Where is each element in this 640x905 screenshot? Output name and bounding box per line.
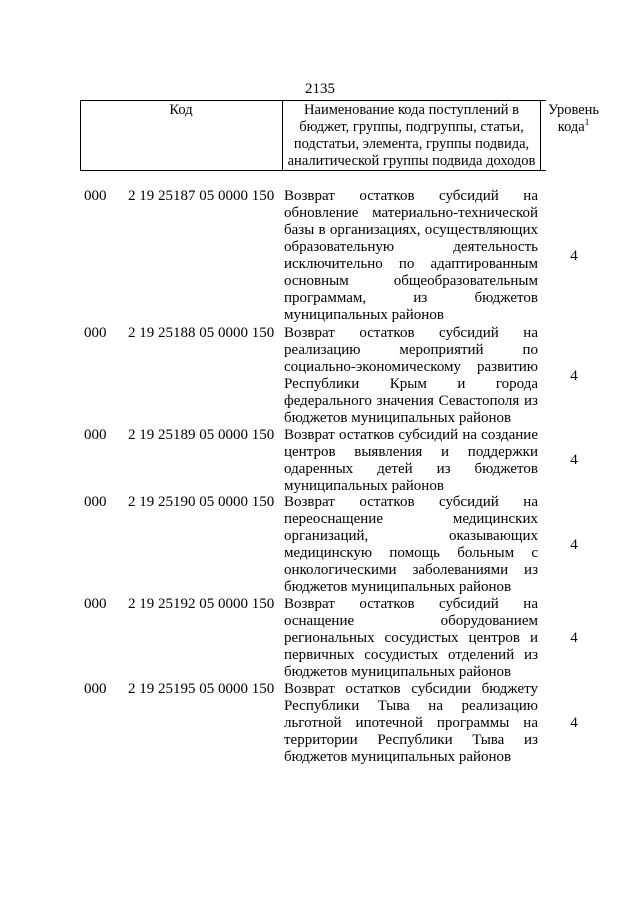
page-number: 2135: [305, 81, 335, 97]
level-cell: 4: [570, 367, 578, 384]
code-cell: [80, 494, 280, 596]
code-cell: [80, 188, 280, 325]
table-row: [80, 325, 610, 427]
admin-code: 000: [84, 427, 107, 443]
code-cell: [80, 596, 280, 681]
table-row: [80, 427, 610, 494]
code-cell: [80, 427, 280, 494]
budget-code: 2 19 25189 05 0000 150: [128, 427, 275, 443]
name-cell: Возврат остатков субсидий на обновление материально-технической базы в организациях, осуществляющих образовательную деятельность исключительно по адаптированным основным общеобразовательным программам, из бюджетов муниципальных районов: [284, 188, 538, 323]
table-row: [80, 596, 610, 681]
column-header-level: [541, 102, 606, 136]
column-header-name: Наименование кода поступлений в бюджет, группы, подгруппы, статьи, подстатьи, элемента, группы подвида, аналитической группы подвида доходов: [287, 102, 536, 169]
table-row: [80, 494, 610, 596]
code-cell: [80, 325, 280, 427]
admin-code: 000: [84, 325, 107, 341]
table-row: [80, 681, 610, 766]
level-cell: 4: [570, 536, 578, 553]
admin-code: 000: [84, 494, 107, 510]
table-header-bottom-border: [80, 170, 546, 171]
budget-code: 2 19 25188 05 0000 150: [128, 325, 275, 341]
admin-code: 000: [84, 596, 107, 612]
level-cell: 4: [570, 452, 578, 468]
table-row: [80, 188, 610, 325]
column-header-level-text: Уровень кода: [547, 102, 600, 135]
level-cell: 4: [570, 715, 578, 731]
name-cell: Возврат остатков субсидий на оснащение оборудованием региональных сосудистых центров и первичных сосудистых отделений из бюджетов муниципальных районов: [284, 596, 538, 680]
name-cell: Возврат остатков субсидии бюджету Республики Тыва на реализацию льготной ипотечной программы на территории Республики Тыва из бюджетов муниципальных районов: [284, 681, 538, 765]
table-header-top-border: [80, 100, 546, 101]
admin-code: 000: [84, 681, 107, 697]
table-body: [80, 188, 610, 766]
column-header-code: Код: [169, 102, 193, 118]
budget-code: 2 19 25187 05 0000 150: [128, 188, 275, 204]
name-cell: Возврат остатков субсидий на переоснащение медицинских организаций, оказывающих медицинскую помощь больным с онкологическими заболеваниями из бюджетов муниципальных районов: [284, 494, 538, 595]
footnote-marker: 1: [584, 117, 590, 128]
level-cell: 4: [570, 248, 578, 264]
name-cell: Возврат остатков субсидий на создание центров выявления и поддержки одаренных детей из бюджетов муниципальных районов: [284, 427, 538, 494]
budget-code: 2 19 25190 05 0000 150: [128, 494, 275, 510]
name-cell: Возврат остатков субсидий на реализацию мероприятий по социально-экономическому развитию Республики Крым и города федерального значения Севастополя из бюджетов муниципальных районов: [284, 325, 538, 426]
budget-code: 2 19 25195 05 0000 150: [128, 681, 275, 697]
budget-code: 2 19 25192 05 0000 150: [128, 596, 275, 612]
admin-code: 000: [84, 188, 107, 204]
code-cell: [80, 681, 280, 766]
level-cell: 4: [570, 630, 578, 646]
